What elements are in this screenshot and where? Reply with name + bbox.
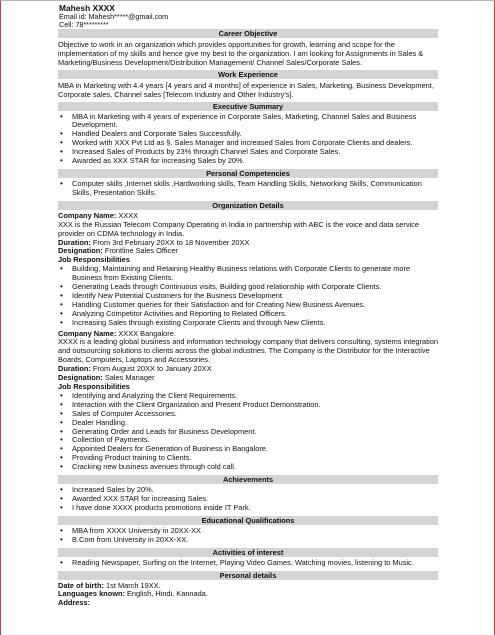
company-value: XXXX xyxy=(116,210,139,220)
list-item: • Cracking new business avenues through cold call. xyxy=(68,463,438,472)
list-item: • MBA in Marketing with 4 years of experience in Corporate Sales, Marketing, Channel Sales and Business Development. xyxy=(68,113,438,131)
activities-list xyxy=(58,559,438,568)
candidate-name: Mahesh XXXX xyxy=(59,3,115,13)
section-header-organization-details: Organization Details xyxy=(58,201,438,210)
list-item: • Analyzing Competitor Activities and Reporting to Related Officers. xyxy=(68,310,438,319)
job-responsibilities-list xyxy=(58,265,438,327)
address-line xyxy=(58,599,438,608)
section-header-work-experience: Work Experience xyxy=(58,70,438,79)
resume-content xyxy=(58,29,438,608)
education-list xyxy=(58,527,438,545)
company-description: XXX is the Russian Telecom Company Operating in India in partnership with ABC is the voice and data service provider on CDMA technology in India. xyxy=(58,219,419,238)
list-item: • MBA from XXXX University in 20XX-XX xyxy=(68,527,438,536)
list-item: • Generating Leads through Continuous visits, Building good relationship with Corporate Clients. xyxy=(68,283,438,292)
executive-summary-list xyxy=(58,113,438,166)
list-item: • Dealer Handling. xyxy=(68,419,438,428)
cell-line: Cell: 78********* xyxy=(59,20,109,30)
list-item: • B.Com from University in 20XX-XX. xyxy=(68,536,438,545)
section-header-personal-competencies: Personal Competencies xyxy=(58,169,438,178)
list-item: • Sales of Computer Accessories. xyxy=(68,410,438,419)
list-item: • Worked with XXX Pvt Ltd as §. Sales Manager and increased Sales from Corporate Clients and dealers. xyxy=(68,139,438,148)
list-item: • Computer skills ,Internet skills ,Hardworking skills, Team Handling Skills, Networking Skills, Communication Skills, Presentation Skills. xyxy=(68,180,438,198)
list-item: • Appointed Dealers for Generation of Business in Bangalore. xyxy=(68,445,438,454)
personal-competencies-list xyxy=(58,180,438,198)
company-description: XXXX is a leading global business and information technology company that delivers consulting, systems integration and outsourcing solutions to clients across the global industries. The Company is the Distributor for the Interactive Boards, Computers, Laptops and Accessories. xyxy=(58,337,439,365)
list-item: • Identify New Potential Customers for the Business Development. xyxy=(68,292,438,301)
personal-details xyxy=(58,582,438,609)
list-item: • Building, Maintaining and Retaining Healthy Business relations with Corporate Clients to generate more Business from Existing Clients. xyxy=(68,265,438,283)
section-header-personal-details: Personal details xyxy=(58,571,438,580)
company-label: Company Name: xyxy=(58,210,117,220)
career-objective-text: Objective to work in an organization which provides opportunities for growth, learning and scope for the implementation of my skills and hence give my best to the organization. I am looking for Assignments in Sales & Marketing/Business Development/Distribution Management/ Channel Sales/Corporate Sales. xyxy=(58,40,424,67)
duration-value: From 3rd February 20XX to 18 November 20XX xyxy=(90,237,250,247)
languages-line xyxy=(58,590,438,599)
list-item: • Handled Dealers and Corporate Sales Successfully. xyxy=(68,130,438,139)
section-header-educational-qualifications: Educational Qualifications xyxy=(58,516,438,525)
list-item: • Collection of Payments. xyxy=(68,436,438,445)
section-header-achievements: Achievements xyxy=(58,475,438,484)
list-item: • I have done XXXX products promotions inside IT Park. xyxy=(68,504,438,513)
list-item: • Identifying and Analyzing the Client Requirements. xyxy=(68,392,438,401)
organization-entry xyxy=(58,212,438,328)
list-item: • Reading Newspaper, Surfing on the Internet, Playing Video Games, Watching movies, listening to Music. xyxy=(68,559,438,568)
organization-entry xyxy=(58,330,438,473)
list-item: • Increasing Sales through existing Corporate Clients and through New Clients. xyxy=(68,319,438,328)
list-item: • Providing Product training to Clients. xyxy=(68,454,438,463)
company-value: XXXX Bangalore. xyxy=(116,328,176,338)
section-header-activities-of-interest: Activities of interest xyxy=(58,548,438,557)
section-header-executive-summary: Executive Summary xyxy=(58,102,438,111)
designation-label: Designation: xyxy=(58,373,103,383)
designation-value: Sales Manager xyxy=(102,373,155,383)
company-label: Company Name: xyxy=(58,328,117,338)
duration-value: From August 20XX to January 20XX xyxy=(90,364,212,374)
list-item: • Generating Order and Leads for Business Development. xyxy=(68,428,438,437)
job-responsibilities-label: Job Responsibilities xyxy=(58,255,130,265)
languages-value: English, Hindi, Kannada. xyxy=(124,589,208,599)
section-header-career-objective: Career Objective xyxy=(58,29,438,38)
list-item: • Increased Sales by 20%. xyxy=(68,486,438,495)
list-item: • Interaction with the Client Organization and Present Product Demonstration. xyxy=(68,401,438,410)
dob-value: 1st March 19XX. xyxy=(103,580,161,590)
designation-label: Designation: xyxy=(58,246,103,256)
list-item: • Increased Sales of Products by 23% through Channel Sales and Corporate Sales. xyxy=(68,148,438,157)
work-experience-text: MBA in Marketing with 4.4 years [4 years and 4 months] of experience in Sales, Marketing, Business Development, Corporate sales, Channel sales [Telecom Industry and Other Industry's]. xyxy=(58,80,434,99)
dob-label: Date of birth: xyxy=(58,580,104,590)
list-item: • Handling Customer queries for their Satisfaction and for Creating New Business Avenues. xyxy=(68,301,438,310)
designation-value: Frontline Sales Officer xyxy=(102,246,178,256)
job-responsibilities-list xyxy=(58,392,438,472)
list-item: • Awarded XXX STAR for increasing Sales. xyxy=(68,495,438,504)
resume-header xyxy=(59,3,168,30)
address-label: Address: xyxy=(58,598,91,608)
achievements-list xyxy=(58,486,438,513)
duration-label: Duration: xyxy=(58,237,91,247)
job-responsibilities-label: Job Responsibilities xyxy=(58,382,130,391)
email-line: Email id: Mahesh*****@gmail.com xyxy=(59,12,169,21)
languages-label: Languages known: xyxy=(58,589,125,599)
duration-label: Duration: xyxy=(58,364,91,374)
list-item: • Awarded as XXX STAR for increasing Sales by 20%. xyxy=(68,157,438,166)
